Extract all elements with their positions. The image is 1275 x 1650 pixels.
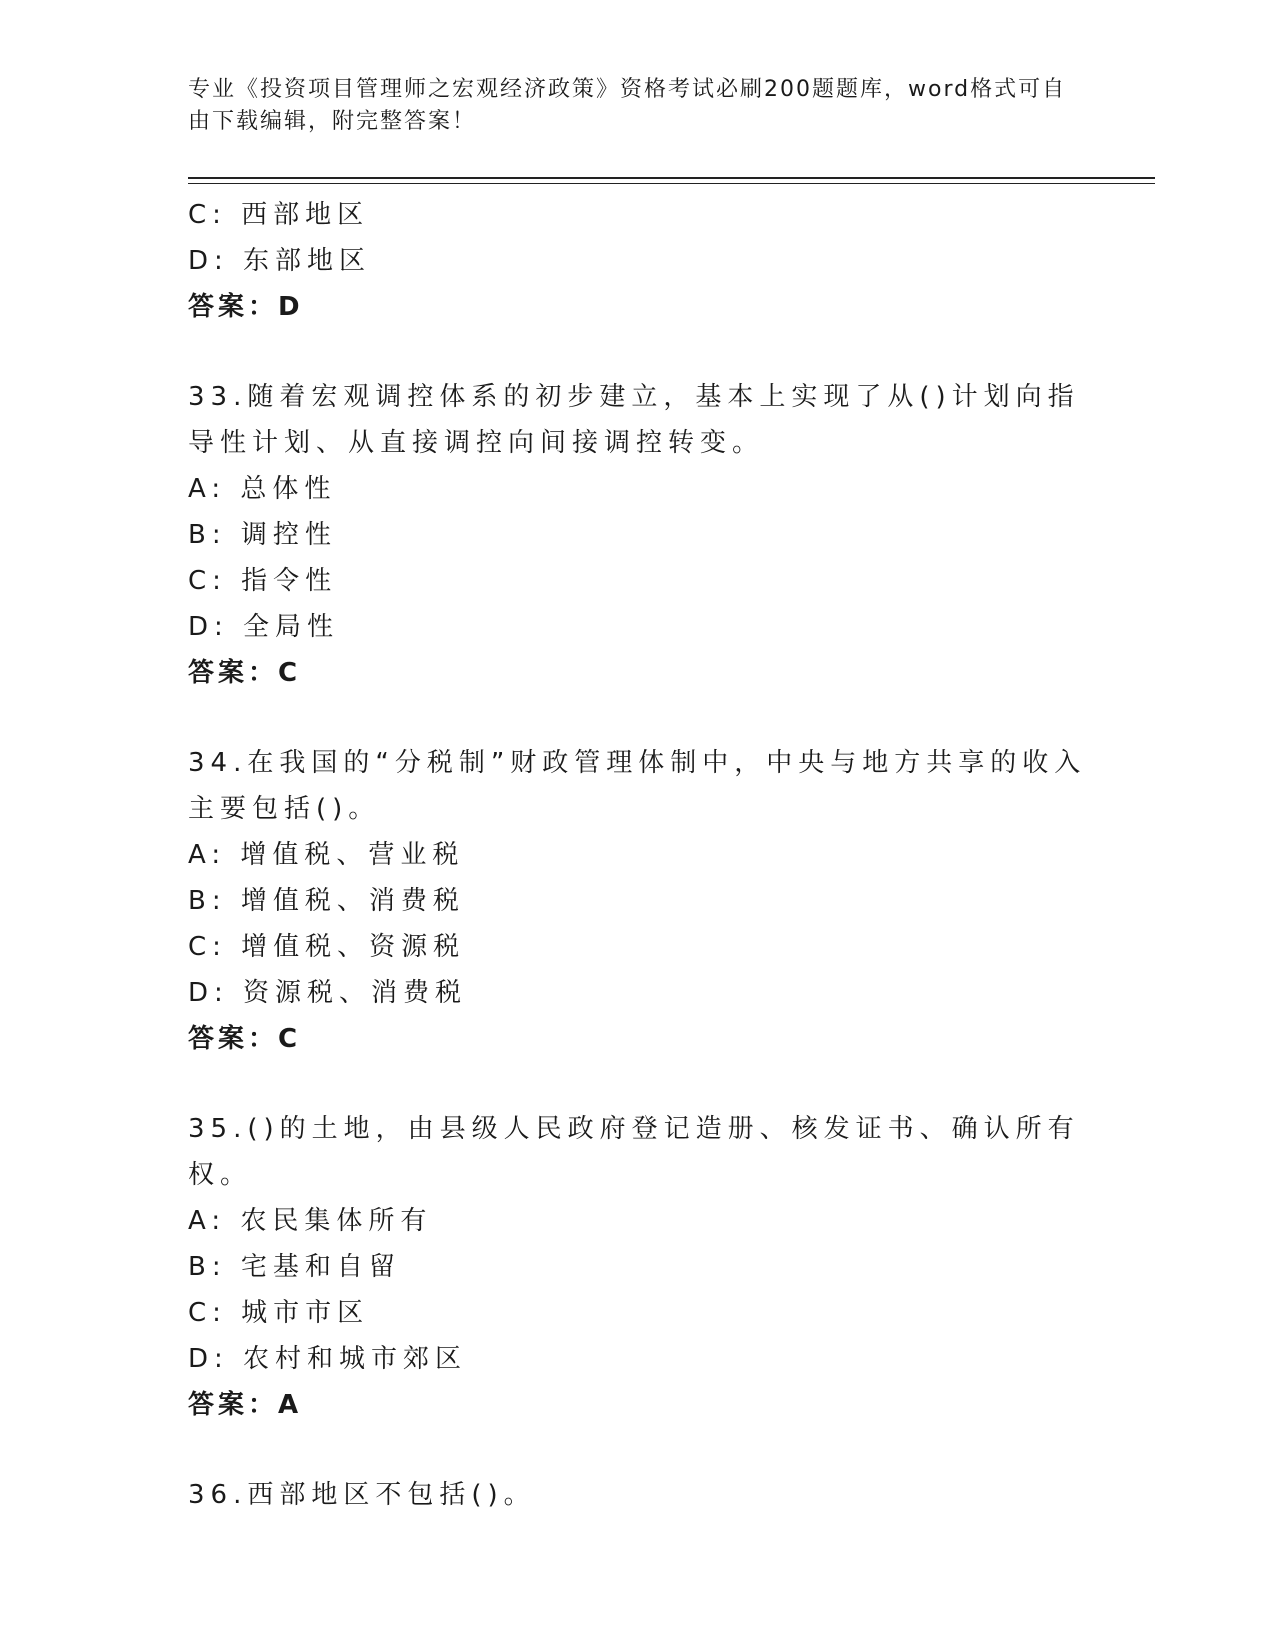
prev-question-block	[188, 192, 1088, 330]
question-36	[188, 1472, 1088, 1518]
option-c: C: 指令性	[188, 566, 338, 596]
question-35	[188, 1106, 1088, 1428]
option-d: D: 资源税、消费税	[188, 978, 468, 1008]
header-divider-thin	[188, 183, 1155, 184]
option-c: C: 城市市区	[188, 1298, 370, 1328]
option-d: D: 农村和城市郊区	[188, 1344, 468, 1374]
option-b: B: 增值税、消费税	[188, 886, 465, 916]
question-33	[188, 374, 1088, 696]
question-stem: 36.西部地区不包括()。	[188, 1480, 536, 1510]
option-b: B: 宅基和自留	[188, 1252, 401, 1282]
question-stem: 33.随着宏观调控体系的初步建立，基本上实现了从()计划向指导性计划、从直接调控向间接调控转变。	[188, 382, 1080, 458]
option-a: A: 总体性	[188, 474, 337, 504]
question-stem: 34.在我国的“分税制”财政管理体制中，中央与地方共享的收入主要包括()。	[188, 748, 1087, 824]
option-d: D: 东部地区	[188, 246, 372, 276]
answer-line: 答案：C	[188, 658, 302, 688]
option-c: C: 西部地区	[188, 200, 370, 230]
answer-line: 答案：A	[188, 1390, 303, 1420]
page-header: 专业《投资项目管理师之宏观经济政策》资格考试必刷200题题库，word格式可自由下载编辑，附完整答案！	[188, 77, 1067, 134]
option-a: A: 增值税、营业税	[188, 840, 465, 870]
header-divider-thick	[188, 177, 1155, 179]
answer-line: 答案：C	[188, 1024, 302, 1054]
answer-line: 答案：D	[188, 292, 304, 322]
option-b: B: 调控性	[188, 520, 337, 550]
question-content	[188, 192, 1088, 1518]
question-34	[188, 740, 1088, 1062]
option-d: D: 全局性	[188, 612, 340, 642]
option-c: C: 增值税、资源税	[188, 932, 466, 962]
question-stem: 35.()的土地，由县级人民政府登记造册、核发证书、确认所有权。	[188, 1114, 1080, 1190]
option-a: A: 农民集体所有	[188, 1206, 433, 1236]
